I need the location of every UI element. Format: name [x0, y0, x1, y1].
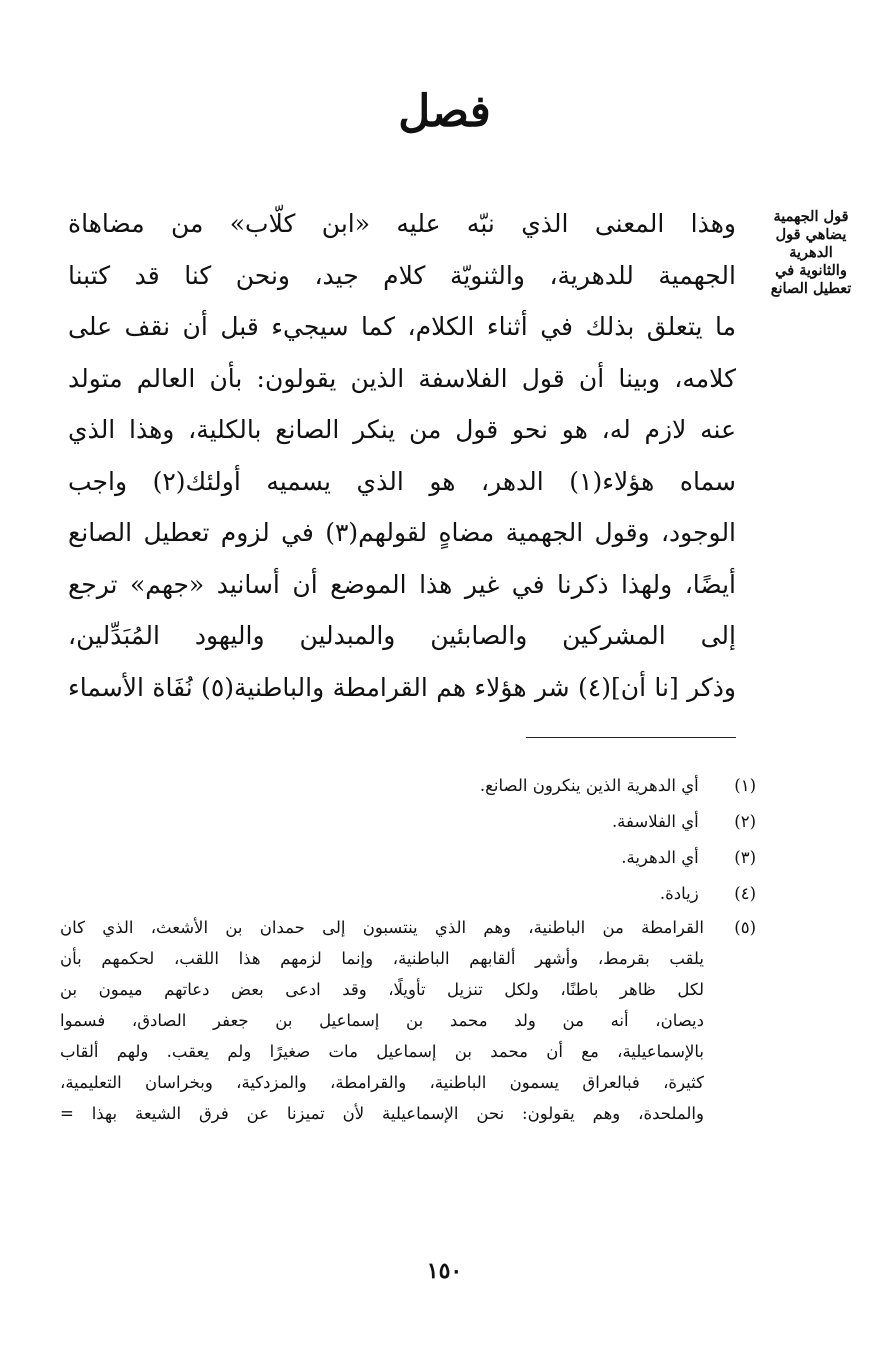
- footnote-text: أي الدهرية الذين ينكرون الصانع.: [479, 776, 699, 795]
- page-number: ١٥٠: [426, 1258, 463, 1284]
- section-heading: فصل: [398, 86, 491, 137]
- footnote-number: (٤): [734, 884, 756, 903]
- footnote-line: والملحدة، وهم يقولون: نحن الإسماعيلية لأن تميزنا عن فرق الشيعة بهذا =: [60, 1104, 704, 1123]
- paragraph-line: عنه لازم له، هو نحو قول من ينكر الصانع بالكلية، وهذا الذي: [68, 415, 736, 444]
- paragraph-line: ما يتعلق بذلك في أثناء الكلام، كما سيجيء قبل أن نقف على: [68, 312, 736, 341]
- margin-note-line: تعطيل الصانع: [770, 280, 852, 297]
- footnote-item: [60, 804, 756, 840]
- paragraph-line: الوجود، وقول الجهمية مضاهٍ لقولهم(٣) في لزوم تعطيل الصانع: [68, 518, 736, 547]
- footnote-line: لكل ظاهر باطنًا، ولكل تنزيل تأويلًا، وقد ادعى بعض دعاتهم ميمون بن: [60, 980, 704, 999]
- paragraph-line: وهذا المعنى الذي نبّه عليه «ابن كلّاب» من مضاهاة: [68, 209, 736, 238]
- paragraph-line: وذكر [نا أن](٤) شر هؤلاء هم القرامطة والباطنية(٥) نُفَاة الأسماء: [68, 672, 736, 702]
- footnote-line: كثيرة، فبالعراق يسمون الباطنية، والقرامطة، والمزدكية، وبخراسان التعليمية،: [60, 1073, 704, 1092]
- footnote-line: ديصان، أنه من ولد محمد بن إسماعيل بن جعفر الصادق، فسموا: [60, 1011, 704, 1030]
- footnote-text: زيادة.: [659, 884, 699, 903]
- footnote-number: (٢): [734, 812, 756, 831]
- footnote-text: [60, 912, 704, 1129]
- margin-note-line: قول الجهمية: [773, 208, 849, 225]
- margin-note-line: والثانوية في: [775, 262, 847, 279]
- footnote-item: [60, 912, 756, 1129]
- footnote-item: [60, 876, 756, 912]
- footnote-divider: [526, 737, 736, 738]
- main-paragraph: [68, 198, 736, 713]
- footnote-item: [60, 768, 756, 804]
- footnote-number: (١): [734, 776, 756, 795]
- paragraph-line: إلى المشركين والصابئين والمبدلين واليهود المُبَدِّلين،: [68, 621, 736, 650]
- margin-note-line: يضاهي قول: [775, 226, 847, 243]
- footnote-text: أي الفلاسفة.: [611, 812, 699, 831]
- footnote-number: (٥): [734, 918, 756, 937]
- footnote-text: أي الدهرية.: [621, 848, 699, 867]
- paragraph-line: كلامه، وبينا أن قول الفلاسفة الذين يقولون: بأن العالم متولد: [68, 363, 736, 393]
- footnote-item: [60, 840, 756, 876]
- footnotes: [60, 768, 756, 1129]
- paragraph-line: الجهمية للدهرية، والثنويّة كلام جيد، ونحن كنا قد كتبنا: [68, 260, 736, 290]
- footnote-line: يلقب بقرمط، وأشهر ألقابهم الباطنية، وإنما لزمهم هذا اللقب، لحكمهم بأن: [60, 949, 704, 968]
- margin-note-line: الدهرية: [789, 244, 833, 261]
- paragraph-line: أيضًا، ولهذا ذكرنا في غير هذا الموضع أن أسانيد «جهم» ترجع: [68, 569, 736, 599]
- paragraph-line: سماه هؤلاء(١) الدهر، هو الذي يسميه أولئك(٢) واجب: [68, 466, 736, 496]
- footnote-line: القرامطة من الباطنية، وهم الذي ينتسبون إلى حمدان بن الأشعث، الذي كان: [60, 918, 704, 937]
- footnote-line: بالإسماعيلية، مع أن محمد بن إسماعيل مات صغيرًا ولم يعقب. ولهم ألقاب: [60, 1042, 704, 1061]
- footnote-number: (٣): [734, 848, 756, 867]
- margin-note: [758, 208, 864, 298]
